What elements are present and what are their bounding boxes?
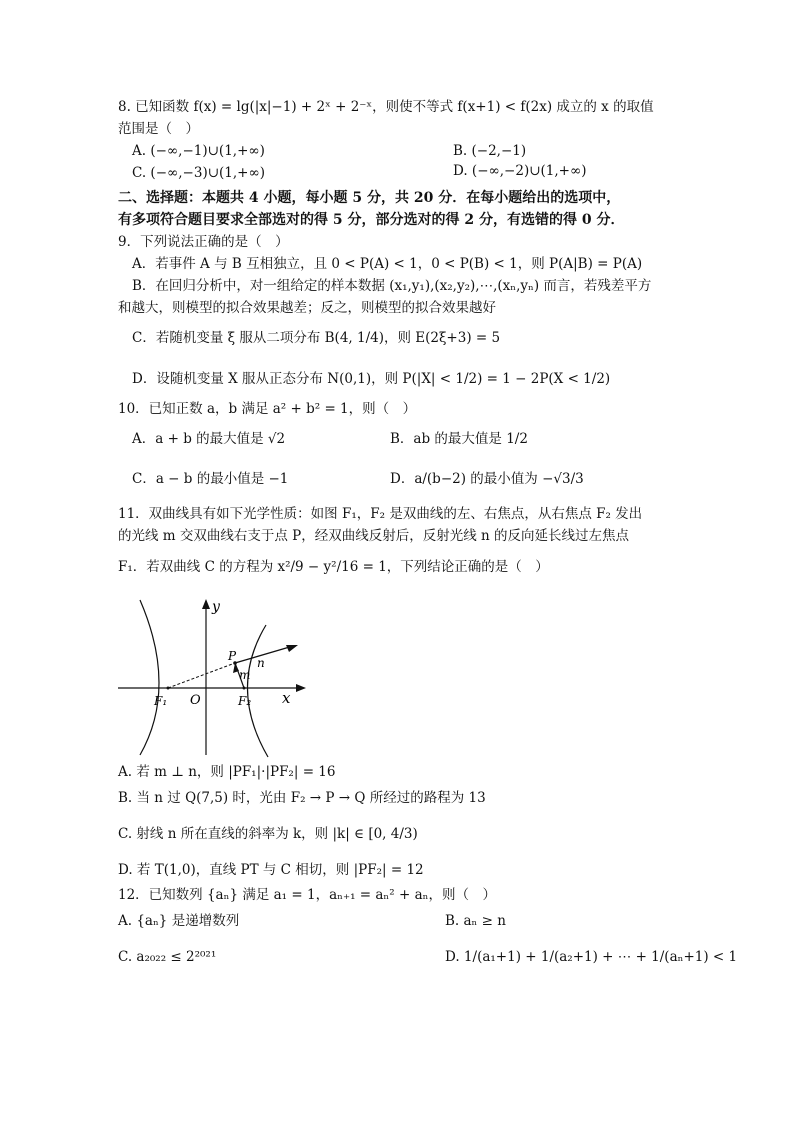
q12-stem: 12．已知数列 {aₙ} 满足 a₁ = 1，aₙ₊₁ = aₙ² + aₙ，则（ ） [118, 887, 496, 903]
q12-option-c: C. a₂₀₂₂ ≤ 2²⁰²¹ [118, 949, 217, 965]
q12-option-b: B. aₙ ≥ n [445, 913, 506, 929]
hyperbola-diagram [118, 595, 318, 760]
q10-option-c: C．a − b 的最小值是 −1 [132, 471, 289, 487]
q9-option-b-cont: 和越大，则模型的拟合效果越差；反之，则模型的拟合效果越好 [118, 300, 496, 316]
q12-option-a: A. {aₙ} 是递增数列 [118, 913, 240, 929]
label-m: m [239, 668, 251, 682]
q10-stem: 10．已知正数 a，b 满足 a² + b² = 1，则（ ） [118, 401, 417, 417]
q11-stem-line1: 11．双曲线具有如下光学性质：如图 F₁，F₂ 是双曲线的左、右焦点，从右焦点 F₂ 发出 [118, 506, 643, 522]
q11-option-a: A. 若 m ⊥ n，则 |PF₁|·|PF₂| = 16 [118, 764, 336, 780]
q8-option-d: D. (−∞,−2)∪(1,+∞) [453, 163, 587, 179]
q11-option-d: D. 若 T(1,0)，直线 PT 与 C 相切，则 |PF₂| = 12 [118, 862, 424, 878]
q11-stem-line3: F₁．若双曲线 C 的方程为 x²/9 − y²/16 = 1，下列结论正确的是（ ） [118, 559, 549, 575]
label-f2: F₂ [238, 694, 252, 708]
label-p: P [228, 649, 237, 663]
q11-option-c: C. 射线 n 所在直线的斜率为 k，则 |k| ∈ [0, 4/3) [118, 826, 418, 842]
label-f1: F₁ [154, 694, 168, 708]
ray-n-arrow [286, 645, 298, 652]
q9-stem: 9．下列说法正确的是（ ） [118, 234, 289, 250]
q9-option-d: D．设随机变量 X 服从正态分布 N(0,1)，则 P(|X| < 1/2) = 1 − 2P(X < 1/2) [132, 371, 611, 387]
label-x: x [282, 689, 291, 707]
q9-option-a: A．若事件 A 与 B 互相独立，且 0 < P(A) < 1，0 < P(B) < 1，则 P(A|B) = P(A) [132, 256, 643, 272]
q9-option-b: B．在回归分析中，对一组给定的样本数据 (x₁,y₁),(x₂,y₂),⋯,(xₙ,yₙ) 而言，若残差平方 [132, 278, 652, 294]
y-axis-arrow [202, 599, 210, 609]
x-axis-arrow [296, 684, 306, 692]
point-f1 [167, 687, 170, 690]
q10-option-a: A．a + b 的最大值是 √2 [132, 431, 286, 447]
dashed-line-f1-p [168, 663, 235, 688]
hyperbola-figure [118, 595, 318, 764]
q9-option-c: C．若随机变量 ξ 服从二项分布 B(4, 1/4)，则 E(2ξ+3) = 5 [132, 330, 501, 346]
q8-option-a: A. (−∞,−1)∪(1,+∞) [132, 143, 265, 159]
label-o: O [190, 693, 201, 708]
q8-stem: 8. 已知函数 f(x) = lg(|x|−1) + 2ˣ + 2⁻ˣ，则使不等式 f(x+1) < f(2x) 成立的 x 的取值 [118, 99, 654, 115]
hyperbola-left-branch [140, 600, 159, 755]
label-n: n [257, 656, 265, 670]
q8-stem-cont: 范围是（ ） [118, 121, 199, 137]
q10-option-d: D．a/(b−2) 的最小值为 −√3/3 [390, 471, 584, 487]
section-header-line2: 有多项符合题目要求全部选对的得 5 分，部分选对的得 2 分，有选错的得 0 分． [118, 212, 625, 228]
point-f2 [243, 687, 246, 690]
q11-stem-line2: 的光线 m 交双曲线右支于点 P，经双曲线反射后，反射光线 n 的反向延长线过左焦点 [118, 528, 630, 544]
q12-option-d: D. 1/(a₁+1) + 1/(a₂+1) + ⋯ + 1/(aₙ+1) < 1 [445, 949, 738, 965]
section-header-line1: 二、选择题：本题共 4 小题，每小题 5 分，共 20 分．在每小题给出的选项中， [118, 190, 621, 206]
q8-option-c: C. (−∞,−3)∪(1,+∞) [132, 165, 265, 181]
label-y: y [212, 599, 220, 615]
q8-option-b: B. (−2,−1) [453, 143, 527, 159]
q10-option-b: B．ab 的最大值是 1/2 [390, 431, 528, 447]
hyperbola-right-branch [247, 625, 268, 757]
q11-option-b: B. 当 n 过 Q(7,5) 时，光由 F₂ → P → Q 所经过的路程为 13 [118, 790, 486, 806]
